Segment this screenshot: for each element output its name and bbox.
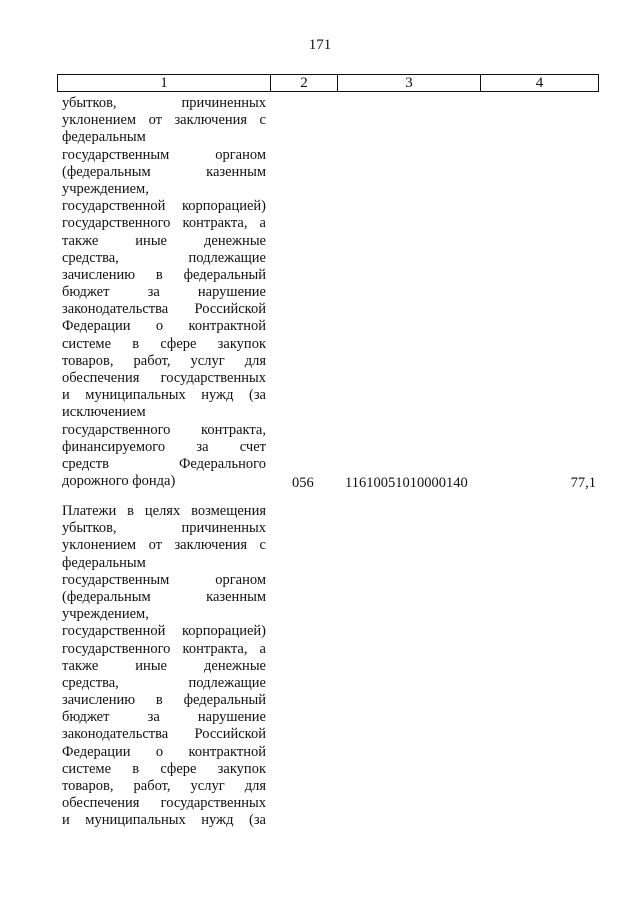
text-line: законодательства Российской bbox=[62, 726, 266, 743]
text-line: бюджет за нарушение bbox=[62, 709, 266, 726]
column-header-3: 3 bbox=[338, 75, 481, 91]
text-line: также иные денежные bbox=[62, 232, 266, 249]
text-line: учреждением, bbox=[62, 180, 149, 197]
text-line: убытков, причиненных bbox=[62, 520, 266, 537]
row-2-name-cell bbox=[62, 503, 266, 830]
text-line: зачислению в федеральный bbox=[62, 692, 266, 709]
text-line: системе в сфере закупок bbox=[62, 760, 266, 777]
text-line: дорожного фонда) bbox=[62, 473, 176, 490]
text-line: средства, подлежащие bbox=[62, 674, 266, 691]
text-line: уклонением от заключения с bbox=[62, 112, 266, 129]
column-header-4: 4 bbox=[535, 75, 544, 91]
text-line: государственного контракта, а bbox=[62, 640, 266, 657]
text-line: товаров, работ, услуг для bbox=[62, 778, 266, 794]
text-line: государственного контракта, bbox=[62, 421, 266, 438]
text-line: средства, подлежащие bbox=[62, 249, 266, 266]
text-line: и муниципальных нужд (за bbox=[62, 812, 266, 829]
text-line: федеральным bbox=[62, 129, 146, 146]
text-line: зачислению в федеральный bbox=[62, 266, 266, 283]
text-line: государственным органом bbox=[62, 571, 266, 588]
text-line: убытков, причиненных bbox=[62, 95, 266, 111]
text-line: Федерации о контрактной bbox=[62, 318, 266, 335]
page-number: 171 bbox=[308, 37, 332, 53]
text-line: системе в сфере закупок bbox=[62, 335, 266, 352]
table-header-row bbox=[57, 74, 599, 92]
row-1-name-cell bbox=[62, 95, 266, 490]
text-line: товаров, работ, услуг для bbox=[62, 352, 266, 369]
text-line: уклонением от заключения с bbox=[62, 537, 266, 554]
row-1-amount: 77,1 bbox=[570, 475, 596, 491]
text-line: федеральным bbox=[62, 554, 146, 571]
text-line: обеспечения государственных bbox=[62, 795, 266, 812]
text-line: государственного контракта, а bbox=[62, 215, 266, 232]
text-line: Федерации о контрактной bbox=[62, 743, 266, 760]
text-line: Платежи в целях возмещения bbox=[62, 503, 266, 519]
text-line: бюджет за нарушение bbox=[62, 284, 266, 301]
row-1-admin-code: 056 bbox=[292, 475, 314, 491]
column-header-1: 1 bbox=[58, 75, 271, 91]
text-line: средств Федерального bbox=[62, 455, 266, 472]
text-line: государственной корпорацией) bbox=[62, 198, 266, 215]
text-line: законодательства Российской bbox=[62, 301, 266, 318]
text-line: обеспечения государственных bbox=[62, 370, 266, 386]
text-line: финансируемого за счет bbox=[62, 438, 266, 455]
text-line: учреждением, bbox=[62, 606, 149, 623]
text-line: государственным органом bbox=[62, 146, 266, 163]
text-line: государственной корпорацией) bbox=[62, 623, 266, 640]
text-line: исключением bbox=[62, 404, 146, 421]
text-line: (федеральным казенным bbox=[62, 588, 266, 605]
column-header-2: 2 bbox=[271, 75, 338, 91]
text-line: (федеральным казенным bbox=[62, 163, 266, 180]
text-line: и муниципальных нужд (за bbox=[62, 387, 266, 404]
row-1-kbk-code: 11610051010000140 bbox=[345, 475, 468, 491]
text-line: также иные денежные bbox=[62, 657, 266, 674]
